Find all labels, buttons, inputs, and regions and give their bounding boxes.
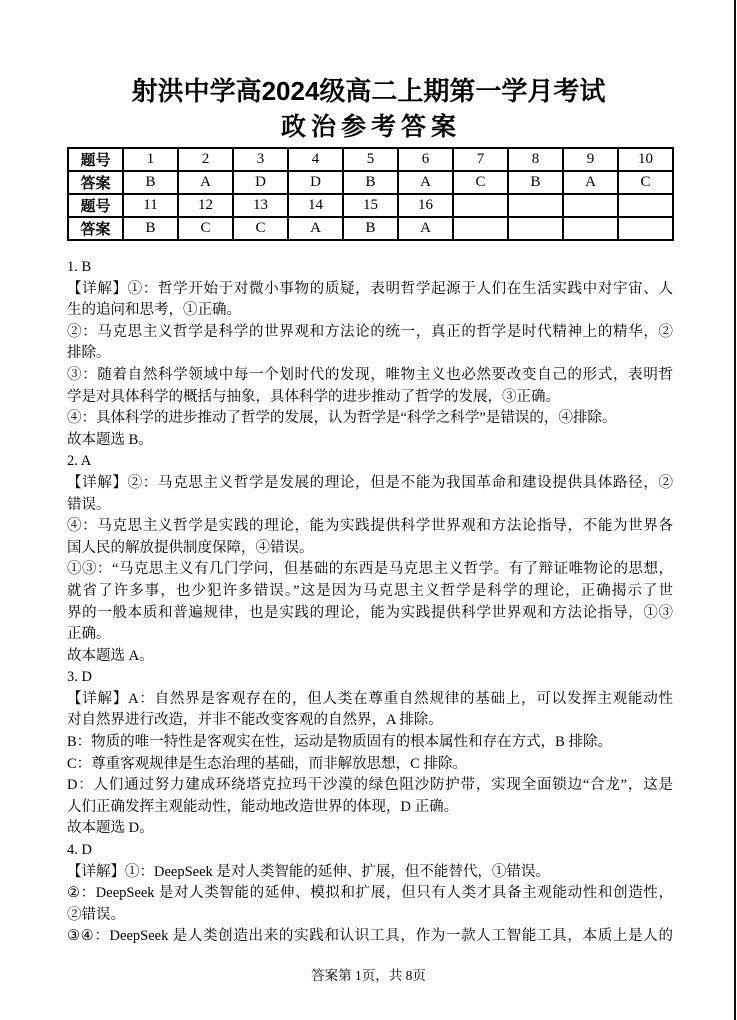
answer-cell: D xyxy=(288,171,343,194)
answer-cell: 5 xyxy=(343,148,398,171)
answer-cell: 2 xyxy=(178,148,233,171)
explanation-line: 排除。 xyxy=(67,345,111,362)
explanation-line: C：尊重客观规律是生态治理的基础，而非解放思想，C 排除。 xyxy=(67,755,467,772)
answer-cell xyxy=(453,217,508,240)
explanation-line: ②：马克思主义哲学是科学的世界观和方法论的统一，真正的哲学是时代精神上的精华，② xyxy=(67,323,673,340)
explanation-line: ④：马克思主义哲学是实践的理论，能为实践提供科学世界观和方法论指导，不能为世界各 xyxy=(67,518,673,535)
explanation-line: ③④：DeepSeek 是人类创造出来的实践和认识工具，作为一款人工智能工具，本质上是人的 xyxy=(67,928,673,945)
answer-cell xyxy=(508,217,563,240)
answer-cell: 1 xyxy=(123,148,178,171)
answer-cell xyxy=(563,194,618,217)
explanation-line: 【详解】②：马克思主义哲学是发展的理论，但是不能为我国革命和建设提供具体路径，② xyxy=(67,474,673,491)
answer-cell: A xyxy=(563,171,618,194)
answer-cell: 15 xyxy=(343,194,398,217)
answer-cell xyxy=(618,194,673,217)
page-title: 射洪中学高2024级高二上期第一学月考试 xyxy=(131,76,606,106)
explanation-line: 就省了许多事，也少犯许多错误。”这是因为马克思主义哲学是科学的理论，正确揭示了世 xyxy=(67,582,673,599)
table-row xyxy=(68,171,673,194)
explanation-line: 4. D xyxy=(67,842,92,859)
answer-cell: 8 xyxy=(508,148,563,171)
explanation-line: 2. A xyxy=(67,453,92,470)
header xyxy=(0,0,737,142)
explanation-line: 界的一般本质和普遍规律，也是实践的理论，能为实践提供科学世界观和方法论指导，①③ xyxy=(67,604,673,621)
explanation-line: 人们正确发挥主观能动性，能动地改造世界的体现，D 正确。 xyxy=(67,798,459,815)
answer-cell: 12 xyxy=(178,194,233,217)
answer-cell: A xyxy=(178,171,233,194)
answer-cell xyxy=(618,217,673,240)
explanation-line: D：人们通过努力建成环绕塔克拉玛干沙漠的绿色阻沙防护带，实现全面锁边“合龙”，这是 xyxy=(67,777,673,794)
explanation-line: ①③：“马克思主义有几门学问，但基础的东西是马克思主义哲学。有了辩证唯物论的思想， xyxy=(67,561,673,578)
explanation-line: 3. D xyxy=(67,669,92,686)
explanation-line: B：物质的唯一特性是客观实在性，运动是物质固有的根本属性和存在方式，B 排除。 xyxy=(67,734,612,751)
answer-table xyxy=(67,147,674,241)
table-row xyxy=(68,194,673,217)
explanation-line: 【详解】①：DeepSeek 是对人类智能的延伸、扩展，但不能替代，①错误。 xyxy=(67,863,550,880)
answer-cell: 3 xyxy=(233,148,288,171)
answer-cell: 16 xyxy=(398,194,453,217)
answer-cell: B xyxy=(508,171,563,194)
explanation-line: ③：随着自然科学领域中每一个划时代的发现，唯物主义也必然要改变自己的形式，表明哲 xyxy=(67,366,673,383)
answer-cell: A xyxy=(398,171,453,194)
answer-cell: 10 xyxy=(618,148,673,171)
answer-cell: C xyxy=(233,217,288,240)
explanation-line: 对自然界进行改造，并非不能改变客观的自然界，A 排除。 xyxy=(67,712,443,729)
answer-cell: D xyxy=(233,171,288,194)
answer-cell: C xyxy=(453,171,508,194)
explanation-line: ④：具体科学的进步推动了哲学的发展，认为哲学是“科学之科学”是错误的，④排除。 xyxy=(67,410,617,427)
explanation-line: ②：DeepSeek 是对人类智能的延伸、模拟和扩展，但只有人类才具备主观能动性和创造性， xyxy=(67,885,673,902)
answer-table-body xyxy=(68,148,673,240)
answer-cell: 7 xyxy=(453,148,508,171)
answer-cell xyxy=(453,194,508,217)
explanation-line: 正确。 xyxy=(67,626,111,643)
explanation-line: 生的追问和思考，①正确。 xyxy=(67,302,241,319)
answer-cell xyxy=(508,194,563,217)
answer-cell: B xyxy=(123,171,178,194)
explanation-line: 故本题选 B。 xyxy=(67,431,153,448)
table-row xyxy=(68,148,673,171)
explanation-line: 错误。 xyxy=(67,496,111,513)
answer-cell: 4 xyxy=(288,148,343,171)
answer-cell: A xyxy=(288,217,343,240)
answer-cell: 6 xyxy=(398,148,453,171)
explanation-line: 【详解】①：哲学开始于对微小事物的质疑，表明哲学起源于人们在生活实践中对宇宙、人 xyxy=(67,280,673,297)
explanation-line: 故本题选 A。 xyxy=(67,647,154,664)
answer-cell: B xyxy=(123,217,178,240)
explanation-line: 1. B xyxy=(67,259,92,275)
answer-cell: 9 xyxy=(563,148,618,171)
row-header-cell: 答案 xyxy=(68,217,123,240)
scan-edge-line xyxy=(734,0,736,1020)
page-footer: 答案第 1页，共 8页 xyxy=(311,968,426,983)
answer-cell: A xyxy=(398,217,453,240)
explanation-line: ②错误。 xyxy=(67,906,125,923)
table-row xyxy=(68,217,673,240)
explanation-line: 学是对具体科学的概括与抽象，具体科学的进步推动了哲学的发展，③正确。 xyxy=(67,388,560,405)
answer-cell: B xyxy=(343,217,398,240)
row-header-cell: 题号 xyxy=(68,148,123,171)
row-header-cell: 答案 xyxy=(68,171,123,194)
explanations xyxy=(67,257,673,948)
answer-cell: 11 xyxy=(123,194,178,217)
answer-cell: 14 xyxy=(288,194,343,217)
answer-cell: C xyxy=(618,171,673,194)
answer-cell: 13 xyxy=(233,194,288,217)
page-subtitle: 政治参考答案 xyxy=(280,113,461,141)
answer-cell: C xyxy=(178,217,233,240)
answer-cell xyxy=(563,217,618,240)
explanation-line: 故本题选 D。 xyxy=(67,820,154,837)
explanation-line: 【详解】A：自然界是客观存在的，但人类在尊重自然规律的基础上，可以发挥主观能动性 xyxy=(67,690,673,707)
explanation-line: 国人民的解放提供制度保障，④错误。 xyxy=(67,539,314,556)
answer-cell: B xyxy=(343,171,398,194)
row-header-cell: 题号 xyxy=(68,194,123,217)
